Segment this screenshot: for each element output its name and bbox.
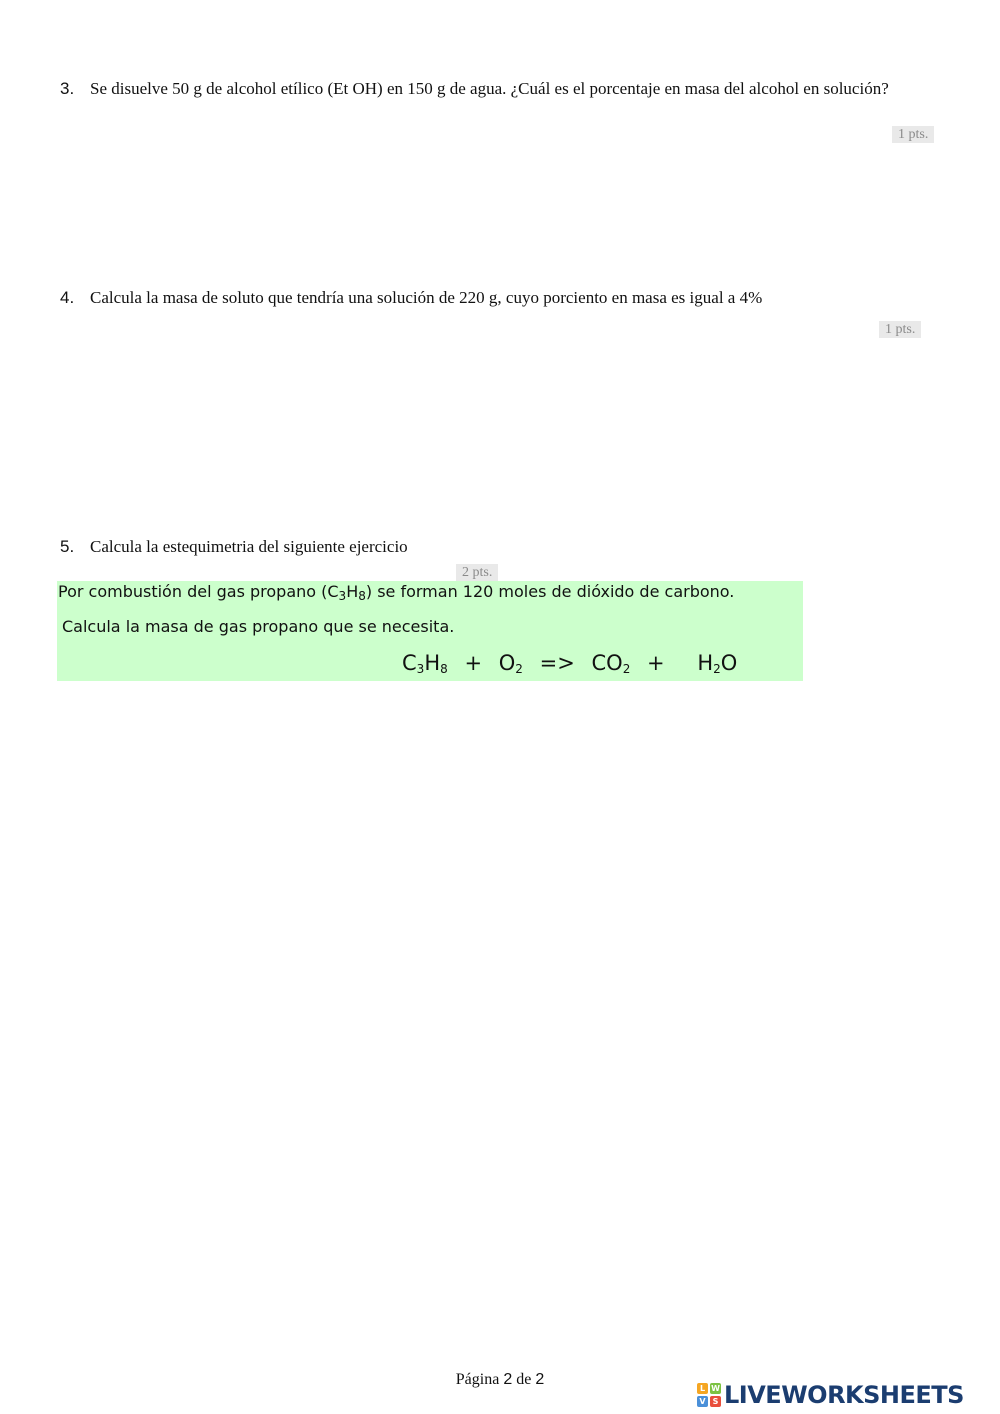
liveworksheets-logo-icon xyxy=(697,1383,721,1407)
points-badge: 2 pts. xyxy=(456,564,498,581)
question-text: Calcula la estequimetria del siguiente ejercicio xyxy=(90,537,408,556)
question-text: Calcula la masa de soluto que tendría una solución de 220 g, cuyo porciento en masa es igual a 4% xyxy=(90,288,763,307)
question-number: 4. xyxy=(60,288,75,307)
logo-tile: W xyxy=(711,1384,720,1393)
co2-formula: $CO_2$ xyxy=(591,651,631,676)
exercise-instruction: Calcula la masa de gas propano que se necesita. xyxy=(62,617,455,636)
exercise-box xyxy=(57,581,803,681)
logo-text: LIVEWORKSHEETS xyxy=(724,1381,964,1409)
plus-sign: + xyxy=(464,651,483,675)
water-formula: $H_2O$ xyxy=(697,651,738,676)
liveworksheets-logo xyxy=(697,1379,964,1411)
question-number: 5. xyxy=(60,537,75,556)
points-badge: 1 pts. xyxy=(892,126,934,143)
oxygen-formula: $O_2$ xyxy=(498,651,523,676)
plus-sign: + xyxy=(647,651,665,675)
logo-tile: S xyxy=(710,1396,721,1407)
propane-formula: $C_3H_8$ xyxy=(402,651,448,676)
reaction-arrow: => xyxy=(539,651,575,675)
logo-tile: V xyxy=(697,1396,708,1407)
points-badge: 1 pts. xyxy=(879,321,921,338)
exercise-statement: Por combustión del gas propano $(C_3H_8)$ se forman 120 moles de dióxido de carbono. xyxy=(58,582,735,603)
question-text: Se disuelve 50 g de alcohol etílico (Et OH) en 150 g de agua. ¿Cuál es el porcentaje en masa del alcohol en solución? xyxy=(90,79,889,98)
chemical-equation xyxy=(402,650,737,676)
question-number: 3. xyxy=(60,79,75,98)
logo-tile: L xyxy=(697,1383,708,1394)
page-footer: Página 2 de 2 xyxy=(455,1371,545,1388)
